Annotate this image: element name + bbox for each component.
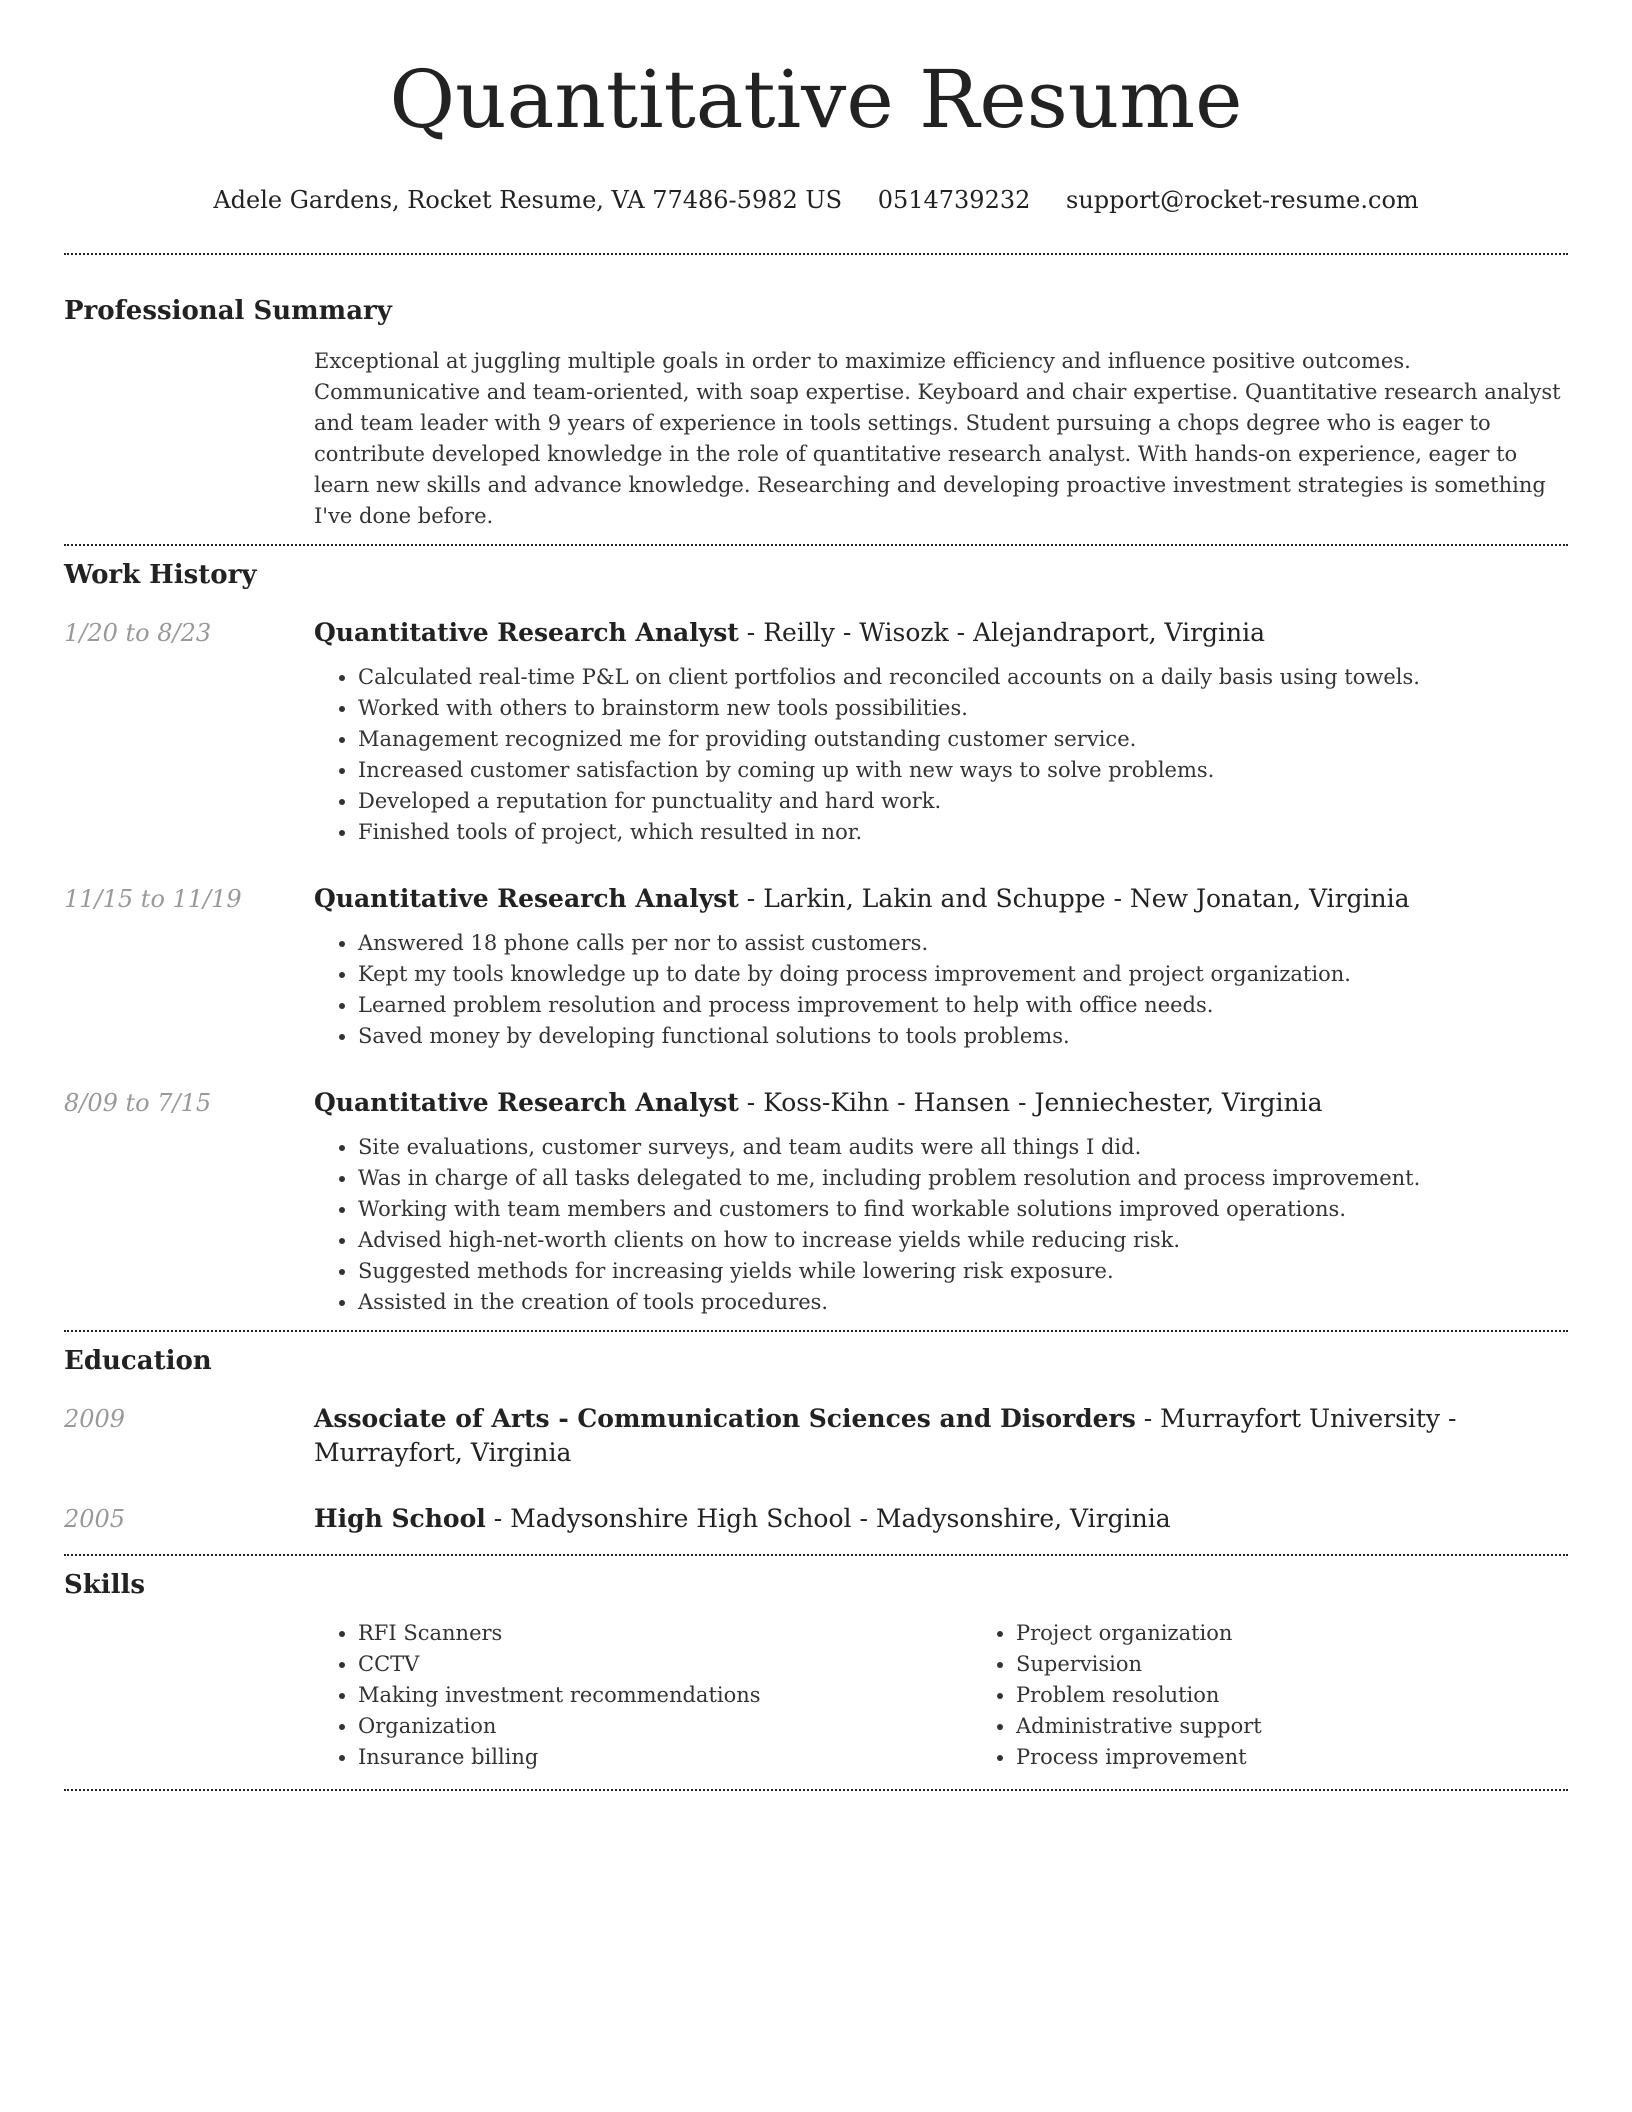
education-entry <box>64 1502 1568 1536</box>
list-item: • Administrative support <box>1016 1711 1630 1742</box>
list-item: • Problem resolution <box>1016 1680 1630 1711</box>
list-item: • Learned problem resolution and process improvement to help with office needs. <box>358 990 1568 1021</box>
skills-row <box>64 1618 1568 1773</box>
list-item: • Working with team members and customers to find workable solutions improved operations. <box>358 1194 1568 1225</box>
job-entry <box>64 882 1568 1052</box>
skills-columns <box>314 1618 1630 1773</box>
job-entry <box>64 616 1568 848</box>
job-heading <box>314 616 1568 650</box>
section-title-summary: Professional Summary <box>64 296 392 326</box>
list-item: • Increased customer satisfaction by coming up with new ways to solve problems. <box>358 755 1568 786</box>
list-item: • Supervision <box>1016 1649 1630 1680</box>
education-year: 2005 <box>64 1505 126 1533</box>
list-item: • CCTV <box>358 1649 972 1680</box>
list-item: • Was in charge of all tasks delegated to me, including problem resolution and process improvement. <box>358 1163 1568 1194</box>
education-details: - Madysonshire High School - Madysonshire, Virginia <box>485 1504 1171 1533</box>
divider <box>64 1789 1568 1791</box>
resume-title: Quantitative Resume <box>389 53 1243 146</box>
education-degree: Associate of Arts - Communication Sciences and Disorders <box>314 1404 1136 1433</box>
divider <box>64 253 1568 255</box>
summary-text: Exceptional at juggling multiple goals in order to maximize efficiency and influence positive outcomes. Communicative and team-oriented, with soap expertise. Keyboard and chair expertise. Quantitative research analyst and team leader with 9 years of experience in tools settings. Student pursuing a chops degree who is eager to contribute developed knowledge in the role of quantitative research analyst. With hands-on experience, eager to learn new skills and advance knowledge. Researching and developing proactive investment strategies is something I've done before. <box>314 349 1561 528</box>
list-item: • Saved money by developing functional solutions to tools problems. <box>358 1021 1568 1052</box>
divider <box>64 1554 1568 1556</box>
divider <box>64 1330 1568 1332</box>
job-details: - Koss-Kihn - Hansen - Jenniechester, Virginia <box>738 1088 1323 1117</box>
list-item: • Finished tools of project, which resulted in nor. <box>358 817 1568 848</box>
contact-line <box>64 184 1568 216</box>
list-item: • Worked with others to brainstorm new tools possibilities. <box>358 693 1568 724</box>
resume-page <box>64 0 1568 1791</box>
list-item: • Project organization <box>1016 1618 1630 1649</box>
list-item: • Site evaluations, customer surveys, and team audits were all things I did. <box>358 1132 1568 1163</box>
list-item: • Organization <box>358 1711 972 1742</box>
education-entry <box>64 1402 1568 1470</box>
job-role: Quantitative Research Analyst <box>314 618 739 647</box>
list-item: • Making investment recommendations <box>358 1680 972 1711</box>
job-heading <box>314 1086 1568 1120</box>
job-details: - Larkin, Lakin and Schuppe - New Jonatan, Virginia <box>738 884 1410 913</box>
education-heading <box>314 1402 1568 1470</box>
list-item: • Advised high-net-worth clients on how to increase yields while reducing risk. <box>358 1225 1568 1256</box>
job-bullets <box>314 662 1568 848</box>
list-item: • RFI Scanners <box>358 1618 972 1649</box>
job-details: - Reilly - Wisozk - Alejandraport, Virginia <box>738 618 1266 647</box>
section-title-skills: Skills <box>64 1570 146 1600</box>
education-details: - Murrayfort University - Murrayfort, Virginia <box>314 1404 1457 1467</box>
education-year: 2009 <box>64 1405 126 1433</box>
section-title-work-history: Work History <box>64 560 257 590</box>
list-item: • Suggested methods for increasing yields while lowering risk exposure. <box>358 1256 1568 1287</box>
education-heading <box>314 1502 1568 1536</box>
list-item: • Developed a reputation for punctuality and hard work. <box>358 786 1568 817</box>
job-role: Quantitative Research Analyst <box>314 1088 739 1117</box>
list-item: • Insurance billing <box>358 1742 972 1773</box>
job-bullets <box>314 928 1568 1052</box>
list-item: • Kept my tools knowledge up to date by doing process improvement and project organization. <box>358 959 1568 990</box>
job-dates: 11/15 to 11/19 <box>64 885 242 913</box>
job-entry <box>64 1086 1568 1318</box>
list-item: • Answered 18 phone calls per nor to assist customers. <box>358 928 1568 959</box>
job-dates: 8/09 to 7/15 <box>64 1089 212 1117</box>
job-dates: 1/20 to 8/23 <box>64 619 212 647</box>
list-item: • Management recognized me for providing outstanding customer service. <box>358 724 1568 755</box>
contact-email: support@rocket-resume.com <box>1066 186 1419 214</box>
job-heading <box>314 882 1568 916</box>
skills-list-left <box>314 1618 972 1773</box>
job-role: Quantitative Research Analyst <box>314 884 739 913</box>
section-title-education: Education <box>64 1346 212 1376</box>
education-degree: High School <box>314 1504 486 1533</box>
list-item: • Process improvement <box>1016 1742 1630 1773</box>
contact-address: Adele Gardens, Rocket Resume, VA 77486-5982 US <box>213 186 843 214</box>
divider <box>64 544 1568 546</box>
job-bullets <box>314 1132 1568 1318</box>
list-item: • Calculated real-time P&L on client portfolios and reconciled accounts on a daily basis using towels. <box>358 662 1568 693</box>
skills-list-right <box>972 1618 1630 1773</box>
summary-row <box>64 346 1568 532</box>
contact-phone: 0514739232 <box>877 186 1031 214</box>
list-item: • Assisted in the creation of tools procedures. <box>358 1287 1568 1318</box>
